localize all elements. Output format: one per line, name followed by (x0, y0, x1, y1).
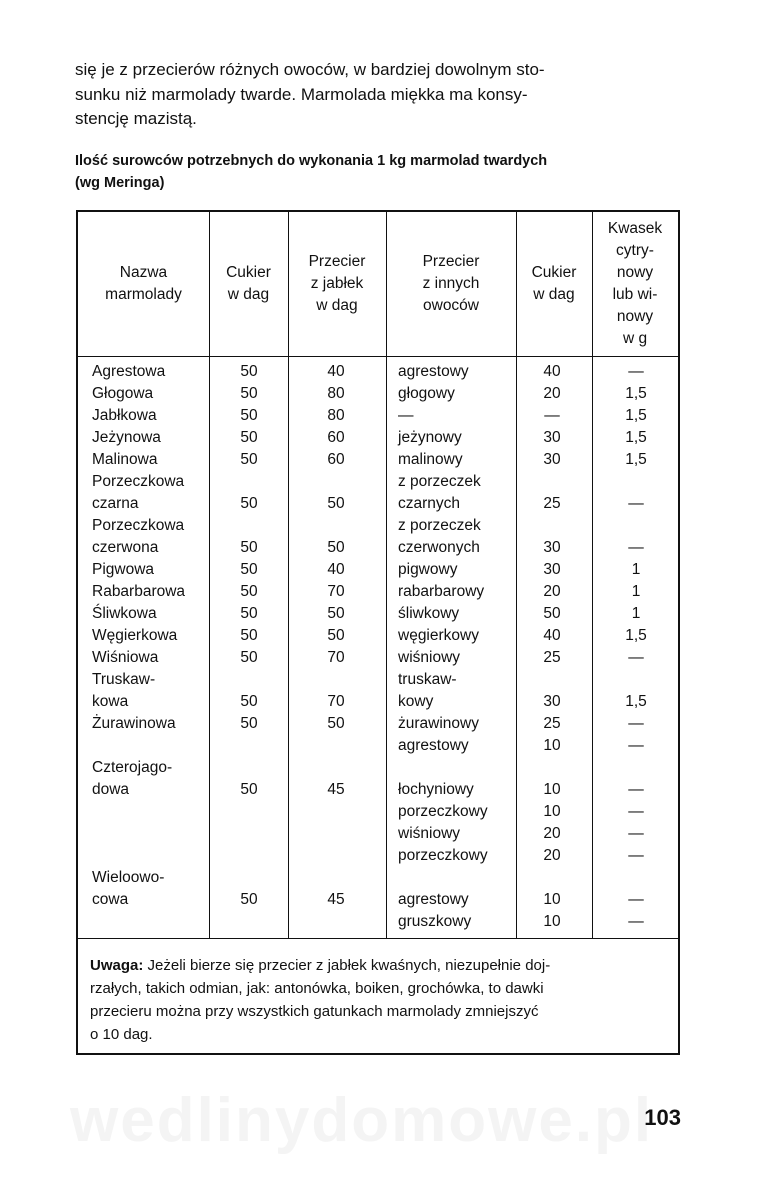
cell-acid: 1,5 (625, 429, 647, 446)
cell-acid: — (628, 825, 644, 842)
cell-name: Głogowa (92, 385, 154, 402)
cell-sugar: 50 (240, 781, 258, 798)
note-line: przecieru można przy wszystkich gatunkach marmolady zmniejszyć (90, 1003, 539, 1020)
cell-sugar: 50 (240, 891, 258, 908)
cell-sugar-2: 40 (543, 363, 561, 380)
cell-sugar-2: 50 (543, 605, 561, 622)
cell-acid: — (628, 715, 644, 732)
cell-sugar-2: 30 (543, 429, 561, 446)
cell-sugar-2: 30 (543, 693, 561, 710)
cell-sugar: 50 (240, 693, 258, 710)
cell-sugar: 50 (240, 385, 258, 402)
cell-other-puree: rabarbarowy (398, 583, 485, 600)
cell-other-puree: truskaw- (398, 671, 457, 688)
cell-name: Jeżynowa (92, 429, 161, 446)
cell-name: Porzeczkowa (92, 517, 185, 534)
header-name: Nazwa marmolady (105, 264, 182, 303)
cell-sugar-2: 25 (543, 649, 561, 666)
cell-name: Żurawinowa (92, 715, 176, 732)
cell-other-puree: głogowy (398, 385, 455, 402)
header-rule (78, 356, 678, 357)
cell-other-puree: malinowy (398, 451, 463, 468)
cell-name: Węgierkowa (92, 627, 178, 644)
cell-sugar: 50 (240, 583, 258, 600)
cell-name: Pigwowa (92, 561, 155, 578)
cell-apple-puree: 60 (327, 429, 345, 446)
cell-sugar-2: 25 (543, 715, 561, 732)
cell-name: Truskaw- (92, 671, 156, 688)
cell-sugar: 50 (240, 561, 258, 578)
note-label: Uwaga: (90, 957, 144, 974)
cell-apple-puree: 50 (327, 605, 345, 622)
header-other-puree: Przecier z innych owoców (422, 253, 480, 314)
cell-sugar: 50 (240, 451, 258, 468)
ingredients-table (76, 210, 680, 1055)
cell-apple-puree: 50 (327, 715, 345, 732)
cell-sugar: 50 (240, 495, 258, 512)
cell-sugar: 50 (240, 363, 258, 380)
cell-name: Wieloowo- (92, 869, 165, 886)
cell-acid: 1,5 (625, 693, 647, 710)
cell-apple-puree: 50 (327, 627, 345, 644)
cell-name: Malinowa (92, 451, 158, 468)
cell-name: Rabarbarowa (92, 583, 186, 600)
caption-line: Ilość surowców potrzebnych do wykonania 1 kg marmolad twardych (75, 153, 548, 169)
watermark: wedlinydomowe.pl (70, 1086, 654, 1155)
cell-acid: — (628, 539, 644, 556)
cell-other-puree: wiśniowy (398, 825, 461, 842)
cell-sugar: 50 (240, 429, 258, 446)
note-line (90, 954, 668, 977)
cell-sugar-2: 30 (543, 539, 561, 556)
cell-acid: 1 (631, 561, 641, 578)
note-text: Jeżeli bierze się przecier z jabłek kwaśnych, niezupełnie doj- (143, 957, 551, 974)
cell-other-puree: żurawinowy (398, 715, 479, 732)
cell-acid: 1,5 (625, 407, 647, 424)
cell-acid: — (628, 363, 644, 380)
cell-other-puree: węgierkowy (398, 627, 479, 644)
table-note (90, 954, 668, 1046)
note-rule (78, 938, 678, 939)
cell-apple-puree: 70 (327, 693, 345, 710)
cell-sugar: 50 (240, 539, 258, 556)
cell-apple-puree: 50 (327, 495, 345, 512)
cell-other-puree: agrestowy (398, 891, 469, 908)
cell-name: cowa (92, 891, 129, 908)
intro-line: sunku niż marmolady twarde. Marmolada miękka ma konsy- (75, 84, 528, 104)
cell-sugar-2: 30 (543, 451, 561, 468)
cell-acid: 1,5 (625, 627, 647, 644)
cell-acid: — (628, 891, 644, 908)
cell-name: Agrestowa (92, 363, 166, 380)
cell-other-puree: porzeczkowy (398, 847, 488, 864)
page-number: 103 (644, 1105, 681, 1130)
cell-other-puree: łochyniowy (398, 781, 474, 798)
cell-name: kowa (92, 693, 129, 710)
cell-apple-puree: 40 (327, 363, 345, 380)
cell-sugar-2: 20 (543, 385, 561, 402)
cell-apple-puree: 80 (327, 407, 345, 424)
cell-acid: — (628, 737, 644, 754)
cell-apple-puree: 70 (327, 583, 345, 600)
cell-apple-puree: 50 (327, 539, 345, 556)
cell-sugar-2: 30 (543, 561, 561, 578)
cell-other-puree: gruszkowy (398, 913, 472, 930)
cell-sugar: 50 (240, 627, 258, 644)
cell-name: Czterojago- (92, 759, 173, 776)
intro-paragraph (75, 58, 685, 132)
cell-sugar-2: 10 (543, 891, 561, 908)
cell-acid: — (628, 781, 644, 798)
cell-name: czarna (92, 495, 139, 512)
cell-sugar: 50 (240, 407, 258, 424)
cell-name: Porzeczkowa (92, 473, 185, 490)
cell-other-puree: z porzeczek (398, 517, 481, 534)
cell-acid: — (628, 495, 644, 512)
cell-acid: 1 (631, 583, 641, 600)
cell-name: dowa (92, 781, 130, 798)
cell-sugar: 50 (240, 715, 258, 732)
cell-sugar-2: 10 (543, 781, 561, 798)
note-line: o 10 dag. (90, 1026, 153, 1043)
cell-sugar-2: 10 (543, 803, 561, 820)
cell-name: Jabłkowa (92, 407, 157, 424)
cell-apple-puree: 60 (327, 451, 345, 468)
cell-name: czerwona (92, 539, 159, 556)
header-acid: Kwasek cytry- nowy lub wi- nowy w g (607, 220, 663, 347)
cell-other-puree: z porzeczek (398, 473, 481, 490)
cell-sugar-2: 20 (543, 847, 561, 864)
header-sugar-2: Cukier w dag (531, 264, 577, 303)
cell-acid: 1,5 (625, 451, 647, 468)
intro-line: się je z przecierów różnych owoców, w bardziej dowolnym sto- (75, 60, 545, 79)
cell-other-puree: śliwkowy (398, 605, 460, 622)
cell-name: Śliwkowa (92, 605, 157, 622)
note-line: rzałych, takich odmian, jak: antonówka, boiken, grochówka, to dawki (90, 980, 544, 997)
cell-acid: — (628, 649, 644, 666)
cell-acid: — (628, 803, 644, 820)
header-apple-puree: Przecier z jabłek w dag (308, 253, 366, 314)
cell-apple-puree: 45 (327, 781, 345, 798)
cell-sugar-2: 20 (543, 583, 561, 600)
cell-other-puree: jeżynowy (398, 429, 462, 446)
intro-line: stencję mazistą. (75, 109, 197, 128)
header-sugar: Cukier w dag (226, 264, 271, 303)
cell-sugar-2: 10 (543, 913, 561, 930)
cell-sugar-2: 10 (543, 737, 561, 754)
cell-acid: 1,5 (625, 385, 647, 402)
cell-sugar-2: 20 (543, 825, 561, 842)
cell-sugar-2: 25 (543, 495, 561, 512)
cell-other-puree: czarnych (398, 495, 461, 512)
cell-sugar: 50 (240, 649, 258, 666)
cell-apple-puree: 40 (327, 561, 345, 578)
caption-line: (wg Meringa) (75, 175, 165, 191)
cell-other-puree: porzeczkowy (398, 803, 488, 820)
cell-name: Wiśniowa (92, 649, 159, 666)
cell-apple-puree: 80 (327, 385, 345, 402)
cell-other-puree: kowy (398, 693, 434, 710)
cell-other-puree: agrestowy (398, 737, 469, 754)
cell-other-puree: pigwowy (398, 561, 458, 578)
cell-other-puree: agrestowy (398, 363, 469, 380)
cell-sugar-2: 40 (543, 627, 561, 644)
cell-acid: — (628, 847, 644, 864)
cell-other-puree: czerwonych (398, 539, 480, 556)
cell-acid: — (628, 913, 644, 930)
table-caption (75, 150, 685, 194)
cell-sugar: 50 (240, 605, 258, 622)
cell-sugar-2: — (544, 407, 560, 424)
cell-other-puree: wiśniowy (398, 649, 461, 666)
cell-apple-puree: 45 (327, 891, 345, 908)
cell-acid: 1 (631, 605, 641, 622)
cell-apple-puree: 70 (327, 649, 345, 666)
cell-other-puree: — (398, 407, 414, 424)
